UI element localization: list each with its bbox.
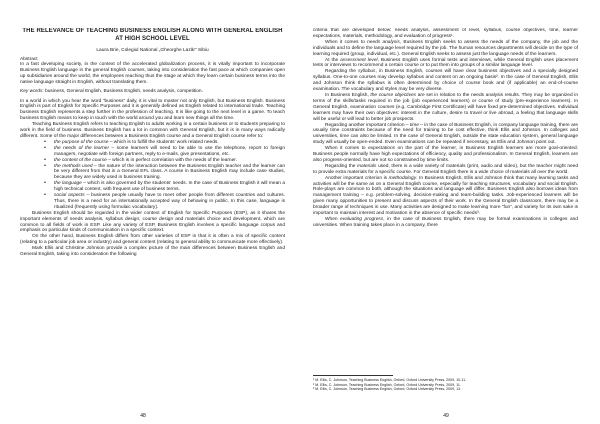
text-run: used, there is a wide variety of materials (print, audio and video), but the teacher might need to provide extra materials for a specific course. For General English there is a wide choice of materials all over the world. — [313, 163, 578, 175]
text-run: When it comes to — [325, 39, 368, 45]
keywords-text: : business, General English, Business English, needs analysis, competition. — [42, 88, 203, 94]
list-item — [44, 193, 285, 211]
paragraph — [313, 176, 578, 217]
emphasis: expectations — [368, 146, 396, 152]
paragraph: Business English should be regarded in the wider context of English for Specific Purposes (ESP), as it shares the important elements of needs analysis, syllabus design, course design and materials choice and development, which are common to all fields of work in ESP. Like any variety of ESP, Business English involves a specific language corpus and emphasis on particular kinds of communication in a specific context. — [20, 210, 285, 234]
keywords — [20, 89, 285, 95]
text-run: are set in relation to the needs analysis results. They may be organized in terms of the skills/tasks required in the job (job experienced learners) or course of study (pre-experience learners). In General English, examination courses (e.g. Cambridge First Certificate) will have fixed pre-determined objectives. Individual learners may have their own objectives: interest in the culture, desire to travel or live abroad, a feeling that language skills will be useful or will lead to better job prospects. — [313, 92, 578, 122]
list-term: the language — [54, 181, 82, 187]
list-item — [44, 164, 285, 182]
abstract-label: Abstract — [20, 57, 38, 62]
text-run: When it comes to — [325, 146, 369, 152]
paragraph — [313, 123, 578, 147]
text-run: on the part of the learner, in Business English learners are more goal-oriented. Business people normally have high expectations of efficiency, quality and professionalism. In General English, learners are also progress-oriented, but are not so constrained by time limits. — [313, 146, 578, 163]
paragraph — [313, 93, 578, 123]
list-text: – the nature of the interaction between the Business English teacher and the learner can be very different from that in a General EFL class. A course in Business English may include case studies, because they are widely used in business training. — [54, 163, 285, 181]
abstract-text: In a fast developing society, in the context of the accelerated globalization process, it is vitally important to incorporate Business English language in the general English courses, taking into consideration the fast pace at which companies open up subsidiaries around the world, the employees reaching thus the stage at which they learn certain business terms into the native language straight in English, without translating them. — [20, 62, 285, 85]
keywords-label: Key words — [20, 88, 43, 94]
footnote-rule — [313, 375, 393, 376]
paragraph — [313, 69, 578, 93]
list-term: social aspects — [54, 193, 85, 199]
list-item — [44, 181, 285, 193]
right-page — [313, 28, 578, 412]
list-text: – which is also governed by the students’ needs. In the case of Business English it will mean a high technical content, with frequent use of business terms. — [54, 181, 285, 193]
list-term: the needs of the learner — [54, 145, 110, 151]
paragraph — [313, 40, 578, 58]
paragraph: On the other hand, Business English differs from other varieties of ESP in that it is often a mix of specific content (relating to a particular job area or industry) and general content (relating to general ability to communicate more effectively). — [20, 234, 285, 246]
text-run: In Business English, — [325, 92, 371, 98]
paragraph: Mark Ellis and Christine Johnson provide a complex picture of the main differences between Business English and General English, taking into consideration the following — [20, 246, 285, 258]
text-run: Regarding the — [325, 163, 357, 169]
page-number-left: 48 — [140, 413, 146, 419]
list-text: – business people usually have to meet other people from different countries and cultures. Thus, there is a need for an internationally accepted way of behaving in public. In this case, language is ritualized (frequently using formulaic vocabulary). — [54, 193, 285, 210]
paragraph: criteria that are developed below: needs analysis, assessment of level, syllabus, course objectives, time, learner expectations, materials, methodology, and evaluation of progress¹. — [313, 28, 578, 39]
article-author: Laura Brie, Colegiul National „Gheorghe Lazăr” Sibiu — [96, 48, 209, 53]
text-run: Regarding the — [325, 69, 359, 75]
paragraph: Teaching Business English refers to teaching English to adults working in a certain business or to students preparing to work in the field of business. Business English has a lot in common with General English, but it is in many ways radically different. Some of the major differences between a Business English course and a General English course refer to: — [20, 122, 285, 139]
paragraph — [313, 164, 578, 176]
paragraph: In a world in which you hear the word “business” daily, it is vital to master not only English, but Business English. Business English is part of English for Specific Purposes and it is generally defined as English related to international trade. Teaching business English represents a step further in the profession of teaching. It is like going to the next level in a game. To teach business English means to keep in touch with the world around you and learn new things all the time. — [20, 98, 285, 122]
footnote: ¹ M. Ellis, C. Johnson, Teaching Business English, Oxford, Oxford University Press, 2009, 10-11. — [313, 378, 467, 382]
right-body — [313, 28, 578, 229]
paragraph — [313, 217, 578, 229]
text-run: Another important criterion is — [325, 175, 389, 181]
text-run: , in Business English, courses will have clear business objectives and a specially designed syllabus. One-to-one courses may develop syllabus and content on an ongoing basis². In the case of General English, Ellis and Johnson think the syllabus is often determined by choice of course book and (if applicable) an end-of-course examination. The vocabulary and styles may be very diverse. — [313, 69, 578, 93]
paragraph — [313, 58, 578, 70]
footnote: ² M. Ellis, C. Johnson, Teaching Business English, Oxford, Oxford University Press, 2009, 11. — [313, 382, 461, 387]
emphasis: needs analysis — [367, 39, 400, 45]
emphasis: assessment level — [340, 57, 378, 63]
emphasis: syllabus — [358, 69, 376, 75]
text-run: When — [325, 217, 341, 222]
paragraph — [313, 146, 578, 164]
text-run: , in the case of Business English, there may be formal examinations in colleges and universities. When training takes place in a company, there — [313, 217, 578, 228]
list-term: the methods used — [54, 163, 93, 169]
list-term: the purpose of the course — [54, 139, 109, 145]
differences-list — [44, 140, 285, 211]
list-term: the content of the course — [54, 157, 107, 163]
text-run: , Business English uses formal tests and interviews, while General English uses placement tests or interviews to recommend a certain course or to put them into groups of a similar language level. — [313, 57, 578, 69]
list-text: – which is to fulfill the students’ work related needs. — [108, 139, 219, 145]
footnote: ³ M. Ellis, C. Johnson, Teaching Business English, Oxford, Oxford University Press, 2009, 13. — [313, 387, 462, 392]
page-number-right: 49 — [443, 413, 449, 419]
left-body — [20, 99, 285, 258]
text-run: . In Business English, Ellis and Johnson think that many learning tasks and activities will be the same as on a General English course, especially for teaching structures, vocabulary and social English. Role-plays are common to both, although the situations and language will differ. Business English also borrows ideas from management training – e.g. problem-solving, decision-making and team-building tasks. Job-experienced learners will be given many opportunities to present and discuss aspects of their work. In the General English classroom, there may be a broader range of techniques in use. Many activities are designed to make learning more “fun”, and variety for its own sake is important to maintain interest and motivation in the absence of specific needs³. — [313, 175, 578, 217]
emphasis: evaluating progress — [340, 217, 384, 222]
list-text: – some learners will need to be able to use the telephone, report to foreign managers, negotiate with foreign partners, reply to e-mails, give presentations, etc. — [54, 145, 285, 157]
list-item — [44, 146, 285, 158]
emphasis: the course objectives — [370, 92, 417, 98]
article-title: THE RELEVANCE OF TEACHING BUSINESS ENGLISH ALONG WITH GENERAL ENGLISH AT HIGH SCHOOL LEVEL — [22, 28, 283, 42]
emphasis: methodology — [388, 175, 417, 181]
text-run: Regarding another important criterion – — [325, 122, 410, 128]
text-run: , Business English seeks to assess the needs of the company, the job and the individuals and to define the language level required by the job. The human resources departments will decide on the type of learning required (group, individual, etc.). General English seeks to assess just the language needs of the learners. — [313, 39, 578, 57]
text-run: At the — [325, 57, 341, 63]
text-run: – in the case of Business English, in company language training, there are usually time constraints because of the need for training to be cost effective, think Ellis and Johnson. In colleges and universities, time can also be limited. In the case of General English, outside the state education system, general language study will usually be open-ended. Even examinations can be repeated if necessary, as Ellis and Johnson point out. — [313, 122, 578, 146]
footnotes — [313, 375, 578, 392]
list-text: – which is in perfect correlation with the needs of the learner. — [106, 157, 237, 163]
emphasis: materials — [357, 163, 377, 169]
left-page — [20, 28, 285, 412]
emphasis: time — [409, 122, 419, 128]
